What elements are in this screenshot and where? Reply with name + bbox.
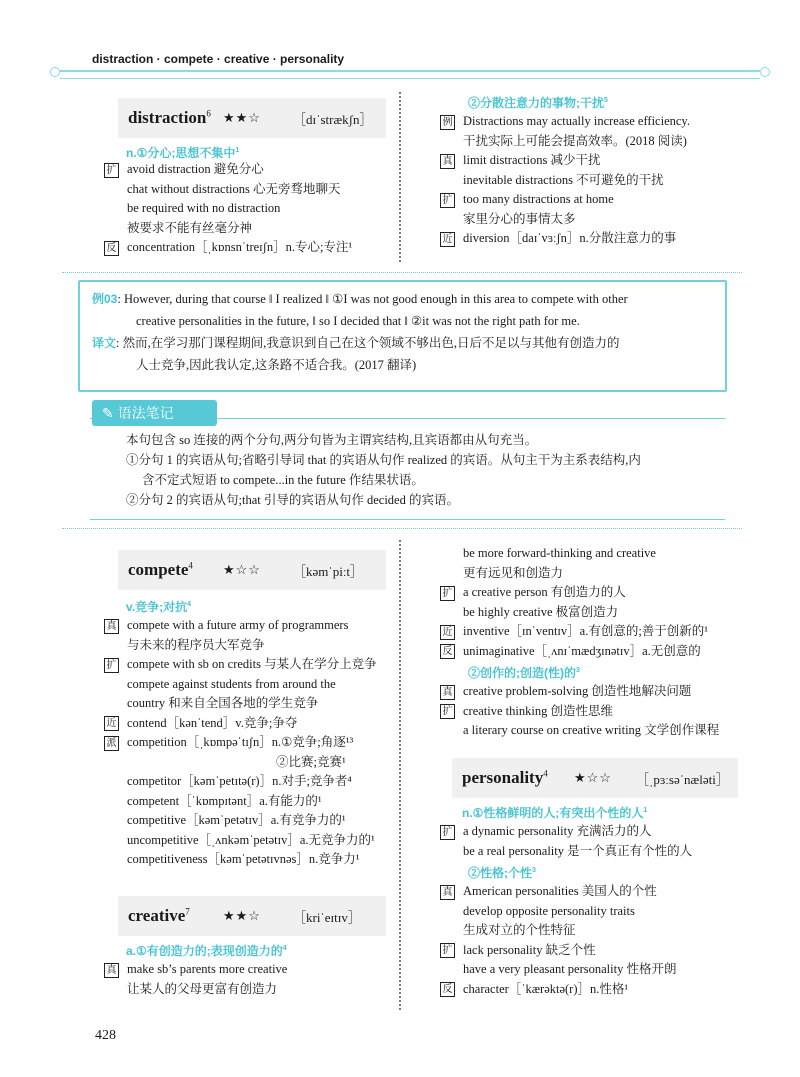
sense-lines: 例 Distractions may actually increase efficiency. 干扰实际上可能会提高效率。(2018 阅读) 真 limit distractions 减少干扰 inevitable distractions 不可避免的干扰 扩 too many distractions at home 家里分心的事情太多 近 diversion［daɪˈvɜːʃn］n.分散注意力的事 bbox=[440, 112, 690, 249]
headword: creative$^7$ bbox=[128, 906, 190, 925]
sense-heading: v.竞争;对抗$^4$ bbox=[126, 600, 192, 614]
grammar-lines: 本句包含 so 连接的两个分句,两分句皆为主谓宾结构,且宾语都由从句充当。 ①分句 1 的宾语从句;省略引导词 that 的宾语从句作 realized 的宾语。从句主干为主系表结构,内 含不定式短语 to compete...in the future 作结果状语。 ②分句 2 的宾语从句;that 引导的宾语从句作 decided 的宾语。 bbox=[126, 433, 641, 507]
frame-rule bbox=[62, 272, 742, 273]
tag-icon: 扩 bbox=[440, 586, 455, 601]
sense-lines: 真 compete with a future army of programmers 与未来的程序员大军竞争 扩 compete with sb on credits 与某人在学分上竞争 compete against students from around the country 和来自全国各地的学生竞争 近 contend［kənˈtend］v.竞争;争夺 派 competition［ˌkɒmpəˈtɪʃn］n.①竞争;角逐¹³ ②比赛;竞赛¹ competitor［kəmˈpetɪtə(r)］n.对手;竞争者⁴ competent［ˈkɒmpɪtənt］a.有能力的¹ competitive［kəmˈpetətɪv］a.有竞争力的¹ uncompetitive［ˌʌnkəmˈpetətɪv］a.无竞争力的¹ competitiveness［kəmˈpetətɪvnəs］n.竞争力¹ bbox=[104, 616, 377, 870]
phonetic: ［kriˈeɪtɪv］ bbox=[293, 909, 361, 925]
headword-box-distraction bbox=[118, 98, 386, 138]
phonetic: ［dɪˈstrækʃn］ bbox=[293, 111, 373, 127]
translation-line: 译文: 然而,在学习那门课程期间,我意识到自己在这个领域不够出色,日后不足以与其他有创造力的 bbox=[92, 336, 620, 350]
tag-icon: 反 bbox=[104, 241, 119, 256]
tag-icon: 真 bbox=[104, 963, 119, 978]
sense-heading: n.①分心;思想不集中$^1$ bbox=[126, 146, 240, 160]
tag-icon: 扩 bbox=[440, 825, 455, 840]
frequency-stars: ★★☆ bbox=[223, 110, 261, 125]
sense-heading: ②创作的;创造(性)的$^3$ bbox=[468, 666, 580, 680]
frame-rule bbox=[62, 528, 742, 529]
headword: distraction$^6$ bbox=[128, 108, 211, 127]
example-line: creative personalities in the future, ‖ so I decided that ‖ ②it was not the right path for me. bbox=[136, 314, 580, 328]
tag-icon: 反 bbox=[440, 982, 455, 997]
page-number: 428 bbox=[95, 1028, 116, 1043]
running-header: distraction · compete · creative · personality bbox=[92, 52, 345, 66]
sense-heading: a.①有创造力的;表现创造力的$^4$ bbox=[126, 944, 287, 958]
tag-icon: 近 bbox=[440, 232, 455, 247]
headword-box-compete bbox=[118, 550, 386, 590]
tag-icon: 反 bbox=[440, 644, 455, 659]
sense-lines: 真 make sb’s parents more creative 让某人的父母更富有创造力 bbox=[104, 960, 287, 999]
tag-icon: 真 bbox=[440, 885, 455, 900]
frequency-stars: ★☆☆ bbox=[223, 562, 261, 577]
column-divider bbox=[399, 92, 411, 262]
tag-icon: 扩 bbox=[104, 163, 119, 178]
frequency-stars: ★★☆ bbox=[223, 908, 261, 923]
sense-heading: n.①性格鲜明的人;有突出个性的人$^1$ bbox=[462, 806, 648, 820]
tag-icon: 扩 bbox=[440, 943, 455, 958]
example-line: 例03: However, during that course ‖ I realized ‖ ①I was not good enough in this area to compete with other bbox=[92, 292, 628, 306]
headword-box-personality bbox=[452, 758, 738, 798]
sense-lines: 扩 a dynamic personality 充满活力的人 be a real personality 是一个真正有个性的人 bbox=[440, 822, 692, 861]
tag-icon: 真 bbox=[440, 154, 455, 169]
sense-lines: 真 American personalities 美国人的个性 develop opposite personality traits 生成对立的个性特征 扩 lack personality 缺乏个性 have a very pleasant personality 性格开朗 反 character［ˈkærəktə(r)］n.性格¹ bbox=[440, 882, 676, 999]
pen-icon: ✎ bbox=[102, 405, 118, 421]
headword-box-creative bbox=[118, 896, 386, 936]
sense-lines: 扩 avoid distraction 避免分心 chat without distractions 心无旁骛地聊天 be required with no distraction 被要求不能有丝毫分神 反 concentration［ˌkɒnsnˈtreɪʃn］n.专心;专注¹ bbox=[104, 160, 352, 258]
grammar-title: ✎ 语法笔记 bbox=[92, 400, 217, 426]
sense-lines: 真 creative problem-solving 创造性地解决问题 扩 creative thinking 创造性思维 a literary course on creative writing 文学创作课程 bbox=[440, 682, 719, 741]
tag-icon: 扩 bbox=[440, 193, 455, 208]
phonetic: ［kəmˈpiːt］ bbox=[293, 563, 364, 579]
frequency-stars: ★☆☆ bbox=[574, 770, 612, 785]
tag-icon: 扩 bbox=[440, 704, 455, 719]
tag-icon: 例 bbox=[440, 115, 455, 130]
tag-icon: 扩 bbox=[104, 658, 119, 673]
sense-lines: be more forward-thinking and creative 更有远见和创造力 扩 a creative person 有创造力的人 be highly creative 极富创造力 近 inventive［ɪnˈventɪv］a.有创意的;善于创新的¹ 反 unimaginative［ˌʌnɪˈmædʒɪnətɪv］a.无创意的 bbox=[440, 544, 708, 661]
tag-icon: 近 bbox=[104, 716, 119, 731]
sense-heading: ②性格;个性$^3$ bbox=[468, 866, 536, 880]
tag-icon: 派 bbox=[104, 736, 119, 751]
sense-heading: ②分散注意力的事物;干扰$^5$ bbox=[468, 96, 608, 110]
phonetic: ［ˌpɜːsəˈnæləti］ bbox=[636, 771, 729, 787]
translation-line: 人士竞争,因此我认定,这条路不适合我。(2017 翻译) bbox=[136, 358, 417, 372]
header-rule bbox=[60, 70, 760, 79]
tag-icon: 真 bbox=[104, 619, 119, 634]
headword: personality$^4$ bbox=[462, 768, 548, 787]
headword: compete$^4$ bbox=[128, 560, 193, 579]
column-divider bbox=[399, 540, 411, 1010]
tag-icon: 真 bbox=[440, 685, 455, 700]
tag-icon: 近 bbox=[440, 625, 455, 640]
